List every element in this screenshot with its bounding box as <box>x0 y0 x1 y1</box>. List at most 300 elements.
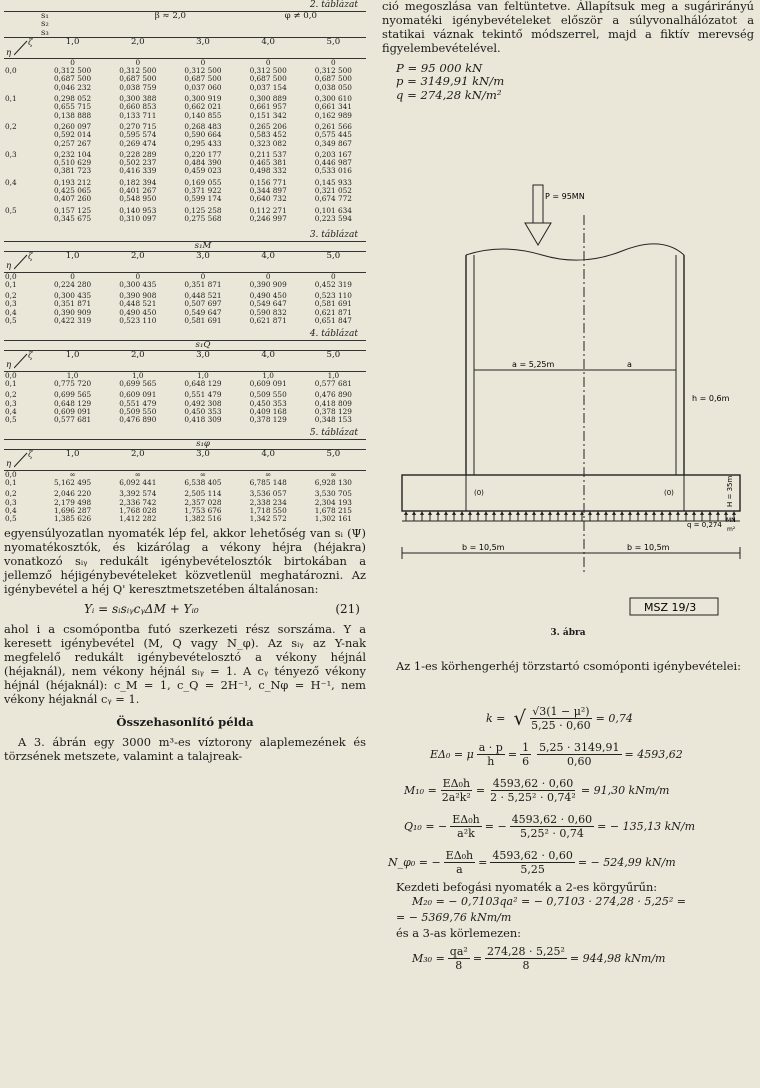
table-4-caption: 4. táblázat <box>4 329 366 341</box>
value-cell: 5,162 495 <box>54 477 92 487</box>
paragraph: Az 1-es körhengerhéj törzstartó csomóponti igénybevételei: <box>396 659 741 673</box>
value-cell: 0,321 052 <box>314 186 352 196</box>
table-row <box>4 195 366 203</box>
value-cell: 0,381 723 <box>54 166 92 176</box>
table-3-head: s₁M <box>194 241 212 252</box>
value-cell: 0,140 855 <box>184 110 222 120</box>
ed-f2-num: 1 <box>522 740 530 754</box>
a2-label: a <box>627 360 632 369</box>
table-row <box>4 479 366 487</box>
stamp: MSZ 19/3 <box>644 601 697 614</box>
column-header: 4,0 <box>236 251 301 272</box>
m10-result: = 91,30 kNm/m <box>580 783 670 797</box>
equals: = − <box>484 819 507 833</box>
value-cell: 3,536 057 <box>249 489 287 499</box>
column-header: 1,0 <box>40 37 105 58</box>
eta-cell <box>4 140 40 148</box>
value-cell: 0,509 550 <box>249 390 287 400</box>
value-cell: 0,312 500 <box>249 66 287 76</box>
value-cell: 0,446 987 <box>314 158 352 168</box>
column-header: 1,0 <box>40 350 105 371</box>
value-cell: 0,699 565 <box>54 390 92 400</box>
eta-cell: 0,5 <box>5 205 17 215</box>
value-cell: 0,300 889 <box>249 94 287 104</box>
eta-cell: 0,2 <box>5 489 17 499</box>
value-cell: 0,523 110 <box>314 291 352 301</box>
table-row <box>4 515 366 523</box>
m10-f1-den: 2a²k² <box>441 790 471 804</box>
value-cell: 0,687 500 <box>54 74 92 84</box>
P-label: P = 95MN <box>545 192 585 201</box>
value-cell: 0,502 237 <box>119 158 157 168</box>
right-text-intro: ció megoszlása van feltüntetve. Állapítsuk meg a sugárirányú nyomatéki igénybevételeket először a súlyvonalhálózatot a statikai váznak tekintő módszerrel, majd a fiktív merevség figyelembevételével. <box>382 0 754 55</box>
column-header: 3,0 <box>170 37 235 58</box>
value-cell: 0,409 168 <box>249 406 287 416</box>
value-cell: 0,662 021 <box>184 102 222 112</box>
value-cell: 6,538 405 <box>184 477 222 487</box>
value-cell: 0,046 232 <box>54 82 92 92</box>
value-cell: 0 <box>200 57 206 67</box>
table-5-head: s₁φ <box>196 439 210 450</box>
column-header: 5,0 <box>301 350 366 371</box>
value-cell: 0,687 500 <box>314 74 352 84</box>
m30-f1-den: 8 <box>455 958 463 972</box>
value-cell: 0,182 394 <box>119 177 157 187</box>
value-cell: 1,0 <box>131 370 144 380</box>
value-cell: 0,507 697 <box>184 299 222 309</box>
value-cell: 0,699 565 <box>119 378 157 388</box>
value-cell: 2,505 114 <box>184 489 222 499</box>
table-row <box>4 167 366 175</box>
value-cell: 0,592 014 <box>54 130 92 140</box>
value-cell: 0,390 908 <box>119 291 157 301</box>
value-cell: 0,268 483 <box>184 121 222 131</box>
zeta-label: ζ <box>28 37 33 48</box>
value-cell: 0,484 390 <box>184 158 222 168</box>
value-cell: 0,476 890 <box>119 415 157 425</box>
eta-cell <box>4 187 40 195</box>
value-cell: 0,300 435 <box>119 279 157 289</box>
value-cell: 0 <box>265 57 271 67</box>
givens <box>396 62 754 103</box>
column-header: 1,0 <box>40 251 105 272</box>
q10-lhs: Q₁₀ = − <box>404 819 448 833</box>
value-cell: 1,342 572 <box>249 514 287 524</box>
value-cell: 0,459 023 <box>184 166 222 176</box>
value-cell: 0,595 574 <box>119 130 157 140</box>
ed-lhs: EΔ₀ = μ <box>430 747 474 761</box>
value-cell: 0,575 445 <box>314 130 352 140</box>
value-cell: 0,300 388 <box>119 94 157 104</box>
value-cell: 0,169 055 <box>184 177 222 187</box>
eta-cell: 0,4 <box>5 307 17 317</box>
q-unit-den: m² <box>727 526 736 533</box>
m30-result: = 944,98 kNm/m <box>569 951 666 965</box>
value-cell: 0,312 500 <box>54 66 92 76</box>
value-cell: 0,261 566 <box>314 121 352 131</box>
value-cell: 0,422 319 <box>54 316 92 326</box>
value-cell: 0,651 847 <box>314 316 352 326</box>
table-5 <box>4 440 366 523</box>
table-4 <box>4 341 366 424</box>
m10-lhs: M₁₀ = <box>404 783 437 797</box>
m30-lhs: M₃₀ = <box>412 951 445 965</box>
H-label: H = 35m <box>726 475 734 507</box>
value-cell: 0,157 125 <box>54 205 92 215</box>
table-4-head: s₁Q <box>195 340 211 351</box>
table-2 <box>4 12 366 226</box>
value-cell: 0,223 594 <box>314 213 352 223</box>
value-cell: 0,246 997 <box>249 213 287 223</box>
value-cell: 0,232 104 <box>54 149 92 159</box>
table-5-column-header <box>4 449 366 470</box>
left-text <box>4 527 366 764</box>
given-p: p = 3149,91 kN/m <box>396 74 505 89</box>
value-cell: ∞ <box>265 469 272 479</box>
eta-cell: 0,3 <box>5 149 17 159</box>
ed-f3-den: 0,60 <box>567 754 592 768</box>
value-cell: 0,300 610 <box>314 94 352 104</box>
figure-caption: 3. ábra <box>550 628 586 638</box>
m30-equation: M₃₀ = $\frac{\text{qa²}}{8}$ = $\frac{\text{274,28 · 5,25²}}{8}$ = 944,98 kNm/m <box>412 944 666 972</box>
table-2-beta-head: β ≈ 2,0 <box>154 11 187 21</box>
value-cell: 0,298 052 <box>54 94 92 104</box>
value-cell: 2,336 742 <box>119 497 157 507</box>
value-cell: 0,648 129 <box>184 378 222 388</box>
paragraph: Kezdeti befogási nyomaték a 2-es körgyűrűn: <box>396 880 658 894</box>
diagonal-line-icon <box>14 40 28 56</box>
sqrt-icon: √ <box>513 706 527 730</box>
given-P: P = 95 000 kN <box>396 60 483 75</box>
value-cell: 6,092 441 <box>119 477 157 487</box>
q-label: q = 0,274 <box>687 521 722 529</box>
value-cell: 2,304 193 <box>314 497 352 507</box>
soil-reaction-arrows-icon <box>404 511 736 521</box>
table-row <box>4 380 366 388</box>
eta-cell: 0,3 <box>5 398 17 408</box>
value-cell: 0,490 450 <box>119 307 157 317</box>
ed-f2-den: 6 <box>522 754 530 768</box>
value-cell: 0,687 500 <box>184 74 222 84</box>
column-header: 5,0 <box>301 251 366 272</box>
value-cell: 0,401 267 <box>119 186 157 196</box>
value-cell: 0,452 319 <box>314 279 352 289</box>
value-cell: 0 <box>135 271 141 281</box>
q10-f1-den: a²k <box>457 826 475 840</box>
value-cell: 0,581 691 <box>184 316 222 326</box>
eta-cell <box>4 112 40 120</box>
value-cell: 0,300 435 <box>54 291 92 301</box>
eta-cell: 0,0 <box>5 469 17 479</box>
value-cell: 0,418 309 <box>184 415 222 425</box>
k-lhs: k = <box>486 711 506 725</box>
paragraph: A 3. ábrán egy 3000 m³-es víztorony alaplemezének és törzsének metszete, valamint a talajreak- <box>4 735 366 764</box>
value-cell: 0,269 474 <box>119 138 157 148</box>
eta-cell <box>4 159 40 167</box>
value-cell: 1,0 <box>327 370 340 380</box>
eta-cell: 0,3 <box>5 497 17 507</box>
calculations <box>382 700 754 976</box>
table-row <box>4 215 366 223</box>
eta-label: η <box>6 47 12 58</box>
equation-21 <box>4 597 366 623</box>
column-header: 1,0 <box>40 449 105 470</box>
value-cell: 0,323 082 <box>249 138 287 148</box>
value-cell: 0 <box>70 271 75 281</box>
eta-cell: 0,1 <box>5 477 17 487</box>
table-row <box>4 112 366 120</box>
value-cell: 1,382 516 <box>184 514 222 524</box>
value-cell: 2,357 028 <box>184 497 222 507</box>
value-cell: 0,509 550 <box>119 406 157 416</box>
value-cell: 0,310 097 <box>119 213 157 223</box>
value-cell: 0,140 953 <box>119 205 157 215</box>
q10-f2-den: 5,25² · 0,74 <box>519 826 584 840</box>
eta-label: η <box>6 360 12 371</box>
value-cell: 1,678 215 <box>314 505 352 515</box>
value-cell: 0,275 568 <box>184 213 222 223</box>
value-cell: 0,523 110 <box>119 316 157 326</box>
value-cell: 0,621 871 <box>249 316 287 326</box>
value-cell: 0,228 289 <box>119 149 157 159</box>
column-header: 2,0 <box>105 350 170 371</box>
eta-cell <box>4 131 40 139</box>
value-cell: 0,348 153 <box>314 415 352 425</box>
value-cell: 0,775 720 <box>54 378 92 388</box>
column-header: 4,0 <box>236 449 301 470</box>
table-2-caption: 2. táblázat <box>4 0 366 12</box>
zeta-label: ζ <box>28 350 33 361</box>
value-cell: 6,785 148 <box>249 477 287 487</box>
value-cell: 0,425 065 <box>54 186 92 196</box>
value-cell: 0,551 479 <box>184 390 222 400</box>
q10-equation <box>382 808 754 844</box>
column-header: 3,0 <box>170 449 235 470</box>
q10-f1-num: EΔ₀h <box>452 812 480 826</box>
ed-f1-num: a · p <box>478 740 503 754</box>
k-den: 5,25 · 0,60 <box>531 718 591 732</box>
paragraph: ahol i a csomópontba futó szerkezeti rész sorszáma. Y a keresett igénybevétel (M, Q vagy N_φ). Az sᵢᵧ az Y-nak megfelelő redukált igénybevételosztó a vékony héjnál (héjaknál), nem vékony héjnál sᵢᵧ = 1. A cᵧ tényező vékony héjnál (héjaknál): c_M = 1, c_Q = 2H⁻¹, c_Nφ = H⁻¹, nem vékony héjaknál cᵧ = 1. <box>4 622 366 706</box>
value-cell: 0,548 950 <box>119 194 157 204</box>
m10-f2-den: 2 · 5,25² · 0,74² <box>490 790 576 804</box>
value-cell: 0,345 675 <box>54 213 92 223</box>
value-cell: 3,392 574 <box>119 489 157 499</box>
value-cell: 0,193 212 <box>54 177 92 187</box>
left-column <box>4 0 366 764</box>
column-header: 5,0 <box>301 449 366 470</box>
value-cell: 0,549 647 <box>249 299 287 309</box>
m20-line: M₂₀ = − 0,7103qa² = − 0,7103 · 274,28 · 5,25² = <box>412 895 687 908</box>
table-3-caption: 3. táblázat <box>4 230 366 242</box>
value-cell: 0,156 771 <box>249 177 287 187</box>
k-result: = 0,74 <box>595 711 633 725</box>
table-2-column-header <box>4 37 366 58</box>
value-cell: 6,928 130 <box>314 477 352 487</box>
table-2-s-head: s₁ s₂ s₃ <box>41 11 49 38</box>
value-cell: 0,599 174 <box>184 194 222 204</box>
n-f2-den: 5,25 <box>520 862 545 876</box>
k-equation <box>382 700 754 736</box>
value-cell: 2,046 220 <box>54 489 92 499</box>
value-cell: 0,609 091 <box>119 390 157 400</box>
value-cell: 0,260 097 <box>54 121 92 131</box>
q-unit-num: MN <box>726 517 736 524</box>
value-cell: 0,551 479 <box>119 398 157 408</box>
ed-equation <box>382 736 754 772</box>
value-cell: 0,265 206 <box>249 121 287 131</box>
value-cell: 0,448 521 <box>184 291 222 301</box>
value-cell: 2,179 498 <box>54 497 92 507</box>
eta-cell: 0,0 <box>5 370 17 380</box>
value-cell: 1,768 028 <box>119 505 157 515</box>
eta-cell: 0,0 <box>5 66 17 76</box>
paragraph: és a 3-as körlemezen: <box>396 926 522 940</box>
value-cell: 0,203 167 <box>314 149 352 159</box>
eta-cell: 0,0 <box>5 271 17 281</box>
q10-f2-num: 4593,62 · 0,60 <box>511 812 593 826</box>
value-cell: 0,549 647 <box>184 307 222 317</box>
equals: = <box>478 855 488 869</box>
value-cell: 0 <box>70 57 75 67</box>
value-cell: 0 <box>135 57 141 67</box>
value-cell: 0,038 759 <box>119 82 157 92</box>
value-cell: 2,338 234 <box>249 497 287 507</box>
value-cell: 0,037 154 <box>249 82 287 92</box>
m30-f2-num: 274,28 · 5,25² <box>487 944 565 958</box>
eta-cell <box>4 103 40 111</box>
eta-cell <box>4 215 40 223</box>
value-cell: 0,312 500 <box>119 66 157 76</box>
equation-number: (21) <box>335 602 360 617</box>
value-cell: 0,533 016 <box>314 166 352 176</box>
column-header: 4,0 <box>236 350 301 371</box>
value-cell: 0,609 091 <box>249 378 287 388</box>
eta-cell: 0,2 <box>5 291 17 301</box>
eta-cell: 0,2 <box>5 121 17 131</box>
ed-result: = 4593,62 <box>624 747 683 761</box>
value-cell: 0,407 260 <box>54 194 92 204</box>
value-cell: 0,648 129 <box>54 398 92 408</box>
value-cell: 0,465 381 <box>249 158 287 168</box>
value-cell: 0,621 871 <box>314 307 352 317</box>
value-cell: 0,112 271 <box>249 205 287 215</box>
value-cell: 0,125 258 <box>184 205 222 215</box>
column-header: 5,0 <box>301 37 366 58</box>
value-cell: 0,220 177 <box>184 149 222 159</box>
eta-cell <box>4 195 40 203</box>
value-cell: 0,257 267 <box>54 138 92 148</box>
equals: = <box>507 747 518 761</box>
value-cell: 0,037 060 <box>184 82 222 92</box>
value-cell: 0,351 871 <box>184 279 222 289</box>
eta-cell: 0,1 <box>5 378 17 388</box>
value-cell: 0 <box>331 271 336 281</box>
value-cell: 0,349 867 <box>314 138 352 148</box>
h-label: h = 0,6m <box>692 394 730 403</box>
value-cell: 0,660 853 <box>119 102 157 112</box>
value-cell: 1,753 676 <box>184 505 222 515</box>
column-header: 4,0 <box>236 37 301 58</box>
table-row <box>4 416 366 424</box>
zeta-label: ζ <box>28 449 33 460</box>
equation-formula: Yᵢ = sᵢsᵢᵧcᵧΔM + Yᵢ₀ <box>84 602 199 617</box>
diagonal-line-icon <box>14 254 28 270</box>
table-2-group-header <box>4 12 366 37</box>
eta-label: η <box>6 261 12 272</box>
value-cell: 0,577 681 <box>314 378 352 388</box>
eta-cell: 0,5 <box>5 514 17 524</box>
value-cell: 1,0 <box>262 370 274 380</box>
value-cell: 0,295 433 <box>184 138 222 148</box>
eta-cell: 0,1 <box>5 279 17 289</box>
value-cell: 0 <box>331 57 336 67</box>
column-header: 2,0 <box>105 37 170 58</box>
b2-label: b = 10,5m <box>627 543 670 552</box>
eta-cell: 0,5 <box>5 316 17 326</box>
value-cell: ∞ <box>199 469 207 479</box>
mark-0-left: (0) <box>474 489 484 497</box>
m10-equation: M₁₀ = $\frac{\text{EΔ₀h}}{\text{2a²k²}}$ = $\frac{4593,62 \cdot 0,60}{\text{2 · 5,25² · 0,74²}}$ = 91,30 kNm/m <box>404 776 670 804</box>
value-cell: 0,371 922 <box>184 186 222 196</box>
value-cell: 0,101 634 <box>314 205 352 215</box>
m10-f2-num: 4593,62 · 0,60 <box>492 776 574 790</box>
value-cell: 0,510 629 <box>54 158 92 168</box>
value-cell: 0,418 809 <box>314 398 352 408</box>
value-cell: 0,498 332 <box>249 166 287 176</box>
ed-f3-num: 5,25 · 3149,91 <box>539 740 620 754</box>
value-cell: 0,674 772 <box>314 194 352 204</box>
value-cell: 0,492 308 <box>184 398 222 408</box>
table-row <box>4 317 366 325</box>
value-cell: 1,385 626 <box>54 514 92 524</box>
zeta-label: ζ <box>28 251 33 262</box>
value-cell: 0,577 681 <box>54 415 92 425</box>
table-3 <box>4 242 366 325</box>
m10-f1-num: EΔ₀h <box>442 776 471 790</box>
eta-cell <box>4 84 40 92</box>
value-cell: 0,138 888 <box>54 110 92 120</box>
value-cell: 0,312 500 <box>314 66 352 76</box>
b1-label: b = 10,5m <box>462 543 505 552</box>
eta-cell: 0,3 <box>5 299 17 309</box>
n-f2-num: 4593,62 · 0,60 <box>492 848 573 862</box>
value-cell: 0,351 871 <box>54 299 92 309</box>
value-cell: 0,661 341 <box>314 102 352 112</box>
value-cell: 0,640 732 <box>249 194 287 204</box>
value-cell: 1,0 <box>66 370 79 380</box>
eta-cell: 0,4 <box>5 505 17 515</box>
value-cell: 0,416 339 <box>119 166 157 176</box>
value-cell: 0,609 091 <box>54 406 92 416</box>
column-header: 2,0 <box>105 449 170 470</box>
value-cell: 0,390 909 <box>249 279 287 289</box>
value-cell: ∞ <box>134 469 141 479</box>
value-cell: ∞ <box>69 469 76 479</box>
eta-cell <box>4 75 40 83</box>
value-cell: 0,581 691 <box>314 299 352 309</box>
value-cell: 0,687 500 <box>119 74 157 84</box>
value-cell: ∞ <box>330 469 337 479</box>
eta-cell <box>4 167 40 175</box>
eta-cell: 0,4 <box>5 177 17 187</box>
value-cell: 0,162 989 <box>314 110 352 120</box>
value-cell: 0,655 715 <box>54 102 92 112</box>
eta-cell: 0,4 <box>5 406 17 416</box>
n-f1-den: a <box>456 862 463 876</box>
column-header: 3,0 <box>170 350 235 371</box>
mark-0-right: (0) <box>664 489 674 497</box>
value-cell: 0,211 537 <box>249 149 287 159</box>
